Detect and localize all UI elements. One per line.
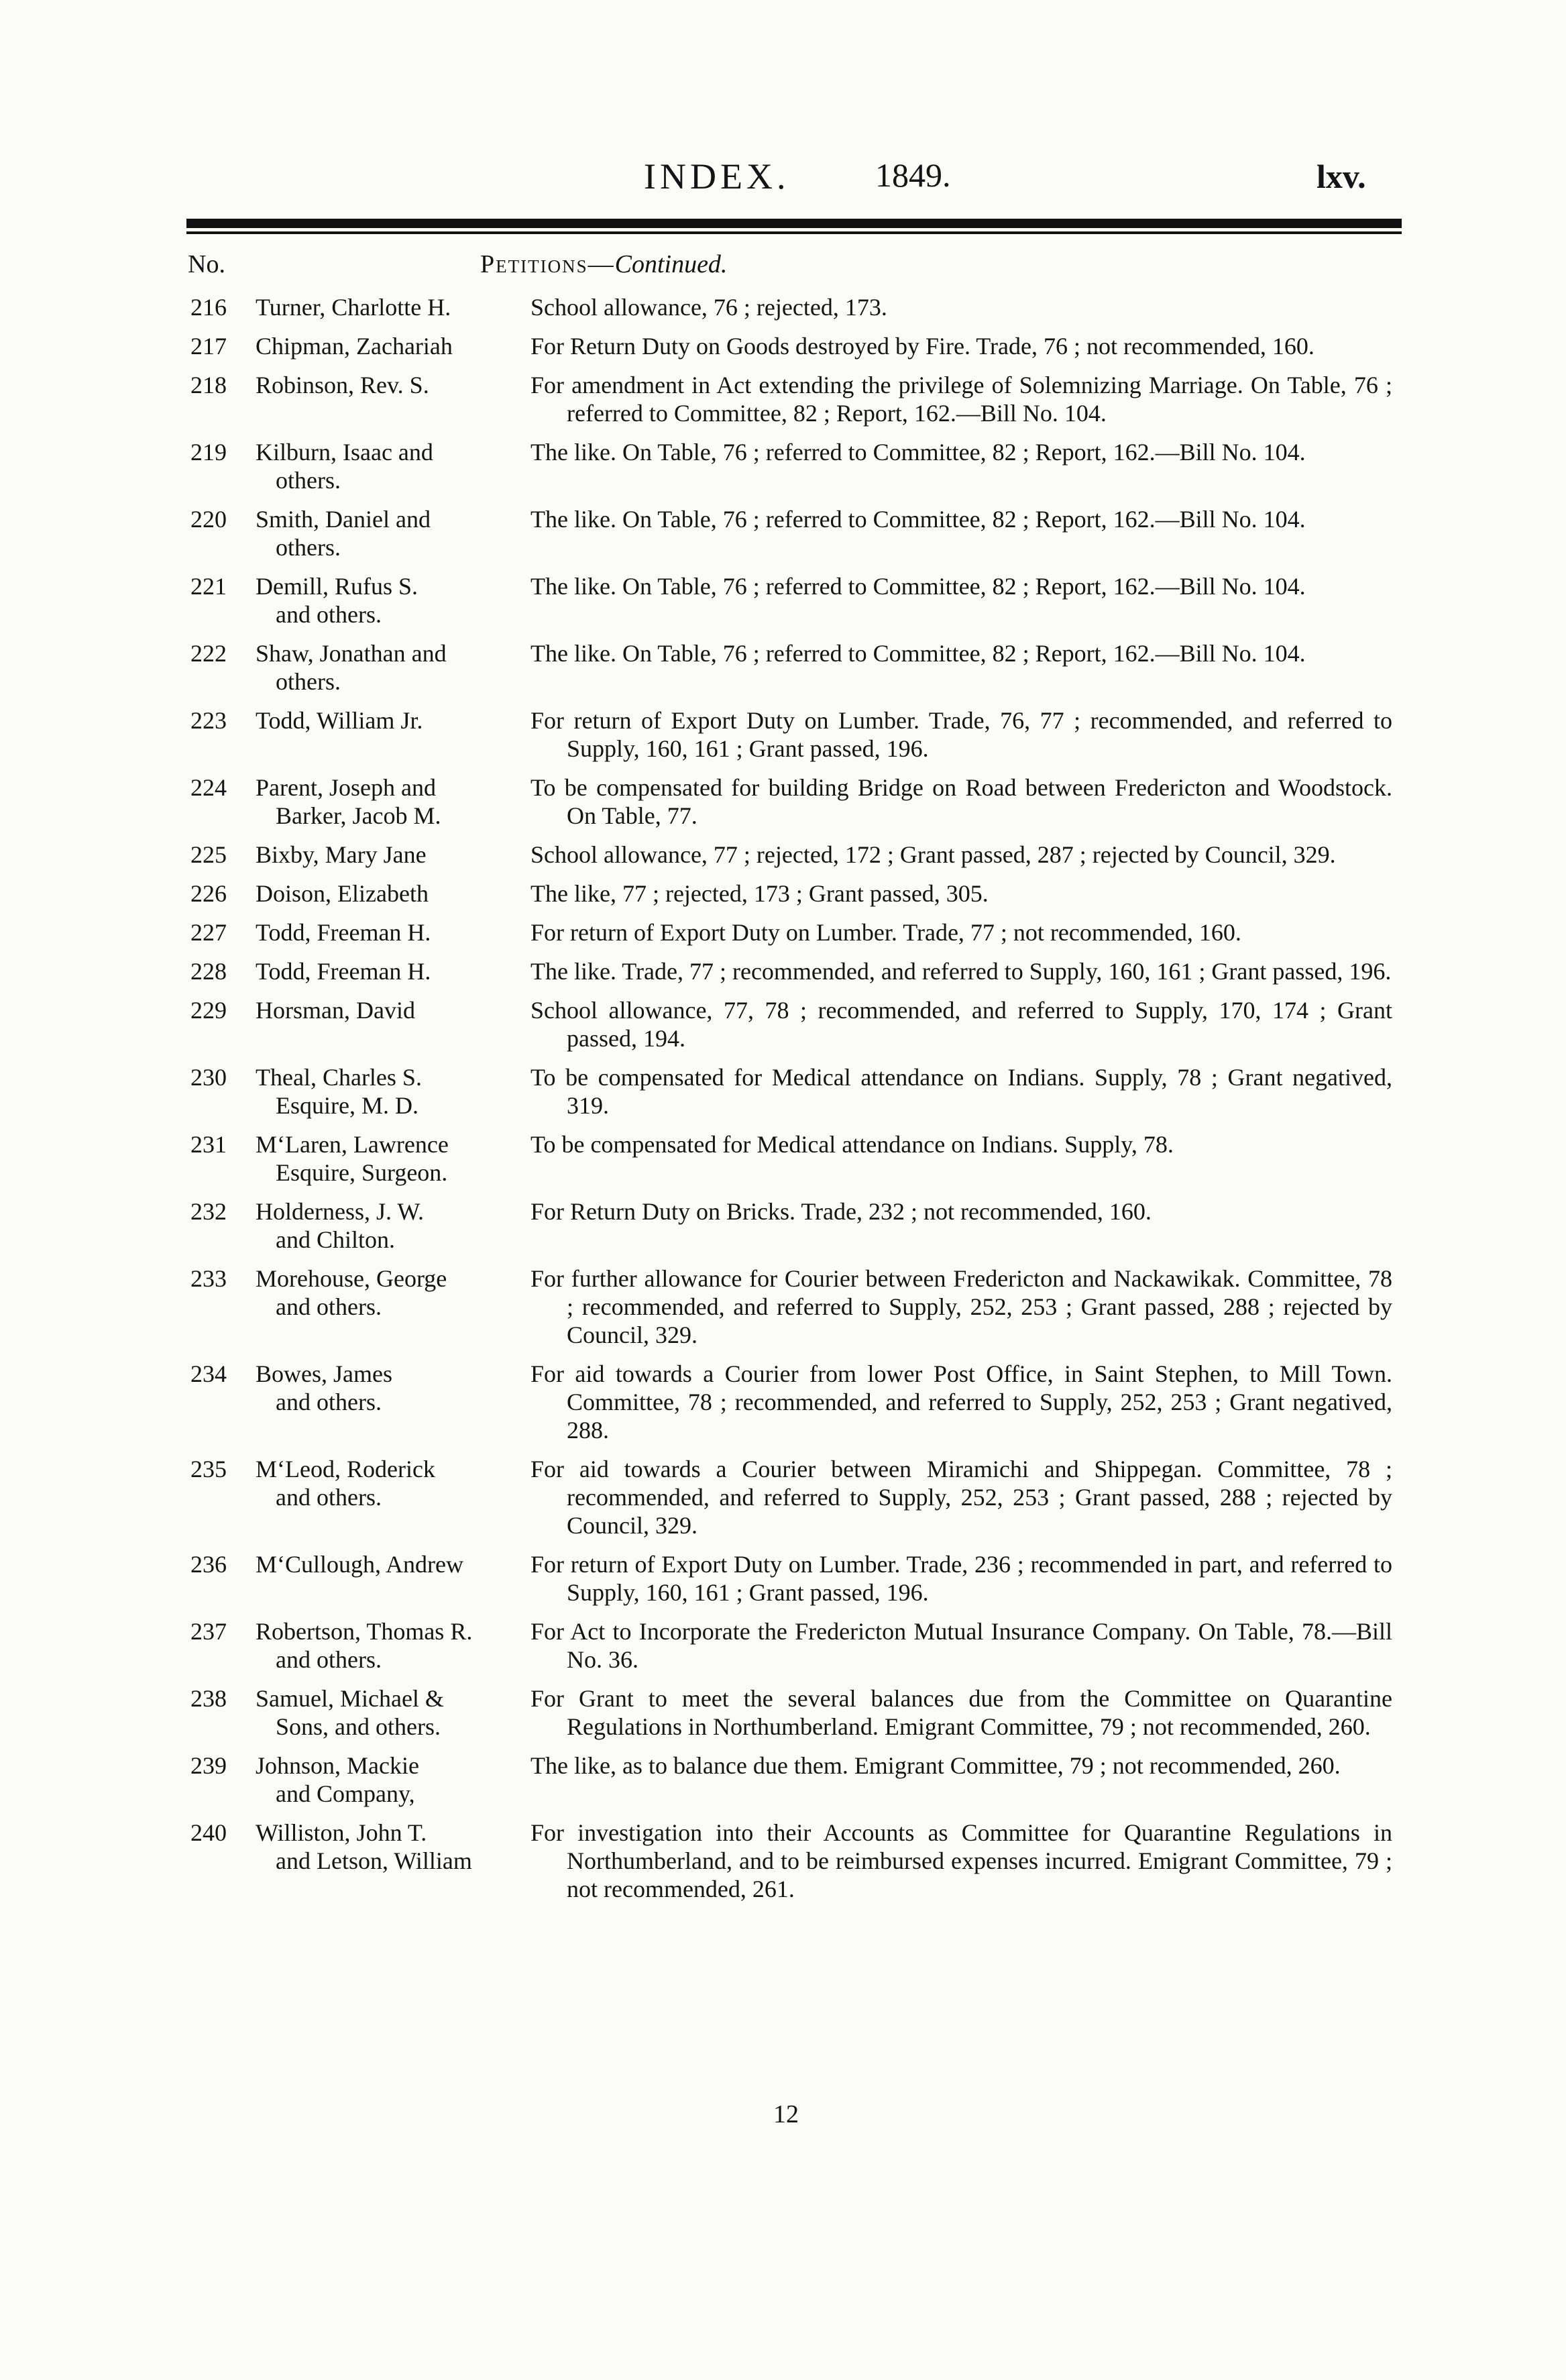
petitioner-name-line2: and Company, [276,1780,415,1807]
petition-description: The like, as to balance due them. Emigrant Committee, 79 ; not recommended, 260. [530,1752,1341,1779]
petition-number: 229 [190,997,227,1024]
petitioner-name-line1: Samuel, Michael & [256,1685,444,1712]
petitioner-name-line1: Bixby, Mary Jane [256,841,427,868]
section-heading [480,250,727,279]
petition-description: For aid towards a Courier from lower Post Office, in Saint Stephen, to Mill Town. Committee, 78 ; recommended, and referred to Supply, 252, 253 ; Grant negatived, 288. [530,1360,1392,1444]
petitioner-name-line2: and others. [276,1293,382,1320]
petitioner-name [254,505,530,561]
petition-description: The like, 77 ; rejected, 173 ; Grant passed, 305. [530,880,989,907]
petition-description: For further allowance for Courier between Fredericton and Nackawikak. Committee, 78 ; recommended, and referred to Supply, 252, 253 ; Grant passed, 288 ; rejected by Council, 329. [530,1265,1392,1348]
petition-entry [0,879,1566,908]
petition-description: For Act to Incorporate the Fredericton Mutual Insurance Company. On Table, 78.—Bill No. 36. [530,1618,1392,1673]
petitioner-name-line2: and others. [276,1389,382,1415]
petition-entry [0,438,1566,494]
petition-number: 232 [190,1198,227,1225]
petitioner-name [254,1264,530,1349]
petition-number: 227 [190,919,227,946]
petition-number: 236 [190,1551,227,1578]
petition-entry [0,371,1566,427]
petition-entry [0,996,1566,1052]
section-label: Petitions— [480,250,615,278]
petitioner-name-line1: Turner, Charlotte H. [256,294,451,321]
petitioner-name-line1: Holderness, J. W. [256,1198,424,1225]
petition-entry [0,639,1566,696]
petition-entry [0,841,1566,869]
petition-number: 230 [190,1064,227,1091]
petitioner-name-line2: and others. [276,601,382,628]
petition-number: 238 [190,1685,227,1712]
petition-description: School allowance, 77, 78 ; recommended, and referred to Supply, 170, 174 ; Grant passed, 194. [530,997,1392,1052]
petition-number: 216 [190,294,227,321]
petition-description: For return of Export Duty on Lumber. Trade, 236 ; recommended in part, and referred to Supply, 160, 161 ; Grant passed, 196. [530,1551,1392,1606]
petitioner-name [254,1819,530,1903]
petition-entry [0,957,1566,985]
petition-number: 228 [190,958,227,985]
running-header [0,156,1566,203]
section-continued: Continued. [614,250,728,278]
header-rule-thick [186,219,1402,228]
petition-description: The like. On Table, 76 ; referred to Committee, 82 ; Report, 162.—Bill No. 104. [530,439,1306,466]
petitioner-name-line2: Barker, Jacob M. [276,802,441,829]
petitioner-name [254,841,530,869]
petition-entry [0,1455,1566,1539]
petition-entry [0,572,1566,629]
petition-number: 225 [190,841,227,868]
petitioner-name-line1: Robertson, Thomas R. [256,1618,473,1645]
petitioner-name-line2: and others. [276,1484,382,1511]
petition-entry [0,332,1566,360]
petition-description: For return of Export Duty on Lumber. Trade, 76, 77 ; recommended, and referred to Supply, 160, 161 ; Grant passed, 196. [530,707,1392,762]
petition-entry [0,1617,1566,1674]
petition-number: 226 [190,880,227,907]
petition-entry [0,293,1566,321]
petitioner-name [254,639,530,696]
page-title: INDEX. [644,156,790,197]
petitioner-name-line1: Theal, Charles S. [256,1064,422,1091]
petition-number: 222 [190,640,227,667]
petitioner-name-line1: Todd, Freeman H. [256,958,431,985]
petitioner-name [254,879,530,908]
petitioner-name [254,1455,530,1539]
petition-number: 237 [190,1618,227,1645]
petition-description: The like. On Table, 76 ; referred to Committee, 82 ; Report, 162.—Bill No. 104. [530,506,1306,533]
petitioner-name [254,572,530,629]
petitioner-name-line1: M‘Laren, Lawrence [256,1131,449,1158]
petition-description: To be compensated for Medical attendance on Indians. Supply, 78 ; Grant negatived, 319. [530,1064,1392,1119]
petitioner-name-line1: Demill, Rufus S. [256,573,418,600]
petition-description: To be compensated for building Bridge on Road between Fredericton and Woodstock. On Table, 77. [530,774,1392,829]
petitioner-name-line1: Chipman, Zachariah [256,333,453,360]
petition-entry [0,1130,1566,1187]
petitioner-name-line2: and Chilton. [276,1226,395,1253]
petition-entry [0,918,1566,946]
petition-description: For Return Duty on Goods destroyed by Fire. Trade, 76 ; not recommended, 160. [530,333,1315,360]
petitioner-name [254,1751,530,1808]
petition-entry [0,505,1566,561]
petition-entry [0,1197,1566,1254]
petitioner-name-line1: Bowes, James [256,1360,392,1387]
petitioner-name-line1: Johnson, Mackie [256,1752,419,1779]
petitioner-name-line1: Shaw, Jonathan and [256,640,447,667]
petition-entry [0,1264,1566,1349]
petition-entry [0,1550,1566,1607]
petitioner-name-line1: Morehouse, George [256,1265,447,1292]
signature-mark: 12 [773,2100,799,2128]
petition-number: 235 [190,1456,227,1482]
petitioner-name [254,438,530,494]
petition-description: For aid towards a Courier between Miramichi and Shippegan. Committee, 78 ; recommended, and referred to Supply, 252, 253 ; Grant passed, 288 ; rejected by Council, 329. [530,1456,1392,1539]
petition-description: School allowance, 76 ; rejected, 173. [530,294,887,321]
petition-description: The like. On Table, 76 ; referred to Committee, 82 ; Report, 162.—Bill No. 104. [530,640,1306,667]
petition-entry [0,1063,1566,1120]
petition-description: For return of Export Duty on Lumber. Trade, 77 ; not recommended, 160. [530,919,1241,946]
petition-entry [0,773,1566,830]
petition-number: 218 [190,372,227,398]
petition-number: 233 [190,1265,227,1292]
petitioner-name [254,1197,530,1254]
petition-description: To be compensated for Medical attendance on Indians. Supply, 78. [530,1131,1174,1158]
petition-entry [0,1360,1566,1444]
petitioner-name-line1: Robinson, Rev. S. [256,372,429,398]
petitioner-name [254,1617,530,1674]
petitioner-name-line1: Doison, Elizabeth [256,880,429,907]
petition-number: 221 [190,573,227,600]
petitioner-name [254,996,530,1052]
petition-description: School allowance, 77 ; rejected, 172 ; Grant passed, 287 ; rejected by Council, 329. [530,841,1336,868]
petitioner-name [254,1360,530,1444]
petitioner-name [254,957,530,985]
petitioner-name-line1: M‘Cullough, Andrew [256,1551,463,1578]
petitioner-name-line1: M‘Leod, Roderick [256,1456,435,1482]
petitioner-name-line2: Esquire, M. D. [276,1092,418,1119]
petition-description: The like. On Table, 76 ; referred to Committee, 82 ; Report, 162.—Bill No. 104. [530,573,1306,600]
petitioner-name [254,706,530,763]
petition-number: 234 [190,1360,227,1387]
petitioner-name-line1: Smith, Daniel and [256,506,431,533]
petitioner-name-line2: Sons, and others. [276,1713,441,1740]
petition-entry [0,1819,1566,1903]
page-year: 1849. [875,156,951,194]
petition-entry [0,706,1566,763]
page-number: lxv. [1317,158,1366,195]
petitioner-name-line1: Williston, John T. [256,1819,427,1846]
petition-number: 239 [190,1752,227,1779]
petitioner-name-line2: others. [276,467,341,494]
petition-description: For amendment in Act extending the privilege of Solemnizing Marriage. On Table, 76 ; referred to Committee, 82 ; Report, 162.—Bill No. 104. [530,372,1392,427]
petition-description: The like. Trade, 77 ; recommended, and referred to Supply, 160, 161 ; Grant passed, 196. [530,958,1392,985]
header-rule-thin [186,231,1402,234]
petitioner-name-line2: Esquire, Surgeon. [276,1159,448,1186]
petition-number: 223 [190,707,227,734]
petition-description: For Grant to meet the several balances due from the Committee on Quarantine Regulations in Northumberland. Emigrant Committee, 79 ; not recommended, 260. [530,1685,1392,1740]
petitioner-name-line2: others. [276,534,341,561]
petitioner-name [254,1684,530,1741]
petitioner-name-line1: Horsman, David [256,997,415,1024]
petition-number: 231 [190,1131,227,1158]
petitioner-name [254,773,530,830]
petitioner-name-line1: Parent, Joseph and [256,774,436,801]
petitioner-name-line1: Todd, William Jr. [256,707,423,734]
petitioner-name-line2: and others. [276,1646,382,1673]
petitioner-name-line2: and Letson, William [276,1847,472,1874]
petitioner-name [254,1063,530,1120]
petition-number: 224 [190,774,227,801]
petition-entries [0,293,1566,1914]
petitioner-name [254,371,530,427]
number-column-heading: No. [188,250,225,278]
petition-number: 217 [190,333,227,360]
petitioner-name [254,332,530,360]
petition-description: For Return Duty on Bricks. Trade, 232 ; not recommended, 160. [530,1198,1152,1225]
petitioner-name [254,1550,530,1607]
petition-number: 240 [190,1819,227,1846]
petitioner-name [254,1130,530,1187]
petitioner-name-line1: Kilburn, Isaac and [256,439,433,466]
petitioner-name [254,918,530,946]
petition-entry [0,1751,1566,1808]
petition-description: For investigation into their Accounts as Committee for Quarantine Regulations in Northumberland, and to be reimbursed expenses incurred. Emigrant Committee, 79 ; not recommended, 261. [530,1819,1392,1902]
petition-number: 219 [190,439,227,466]
petition-entry [0,1684,1566,1741]
petitioner-name-line1: Todd, Freeman H. [256,919,431,946]
petition-number: 220 [190,506,227,533]
petitioner-name [254,293,530,321]
petitioner-name-line2: others. [276,668,341,695]
